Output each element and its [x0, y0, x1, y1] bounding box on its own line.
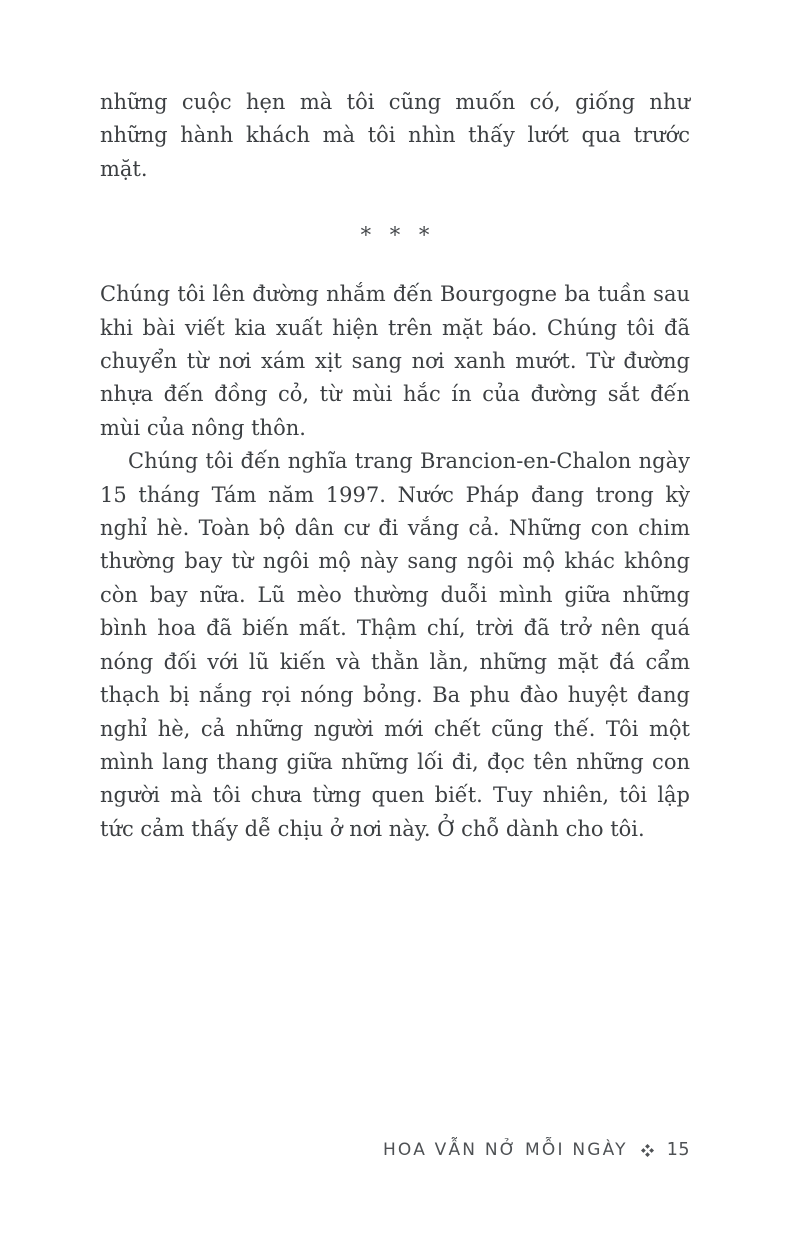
body-paragraph-3: Chúng tôi đến nghĩa trang Brancion-en-Chalon ngày 15 tháng Tám năm 1997. Nước Pháp đang trong kỳ nghỉ hè. Toàn bộ dân cư đi vắng cả. Những con chim thường bay từ ngôi mộ này sang ngôi mộ khác không còn bay nữa. Lũ mèo thường duỗi mình giữa những bình hoa đã biến mất. Thậm chí, trời đã trở nên quá nóng đối với lũ kiến và thằn lằn, những mặt đá cẩm thạch bị nắng rọi nóng bỏng. Ba phu đào huyệt đang nghỉ hè, cả những người mới chết cũng thế. Tôi một mình lang thang giữa những lối đi, đọc tên những con người mà tôi chưa từng quen biết. Tuy nhiên, tôi lập tức cảm thấy dễ chịu ở nơi này. Ở chỗ dành cho tôi.: [100, 449, 690, 841]
running-title: HOA VẪN NỞ MỖI NGÀY: [382, 1140, 628, 1160]
four-diamonds-ornament-icon: [641, 1144, 654, 1157]
body-paragraph-2: Chúng tôi lên đường nhắm đến Bourgogne ba tuần sau khi bài viết kia xuất hiện trên mặt báo. Chúng tôi đã chuyển từ nơi xám xịt sang nơi xanh mướt. Từ đường nhựa đến đồng cỏ, từ mùi hắc ín của đường sắt đến mùi của nông thôn.: [100, 282, 690, 440]
page-number: 15: [666, 1140, 690, 1160]
section-break-asterisks: * * *: [360, 223, 430, 248]
body-paragraph-1: những cuộc hẹn mà tôi cũng muốn có, giống như những hành khách mà tôi nhìn thấy lướt qua trước mặt.: [100, 90, 690, 181]
page-footer: [383, 1140, 690, 1160]
body-text-block: [100, 0, 690, 846]
